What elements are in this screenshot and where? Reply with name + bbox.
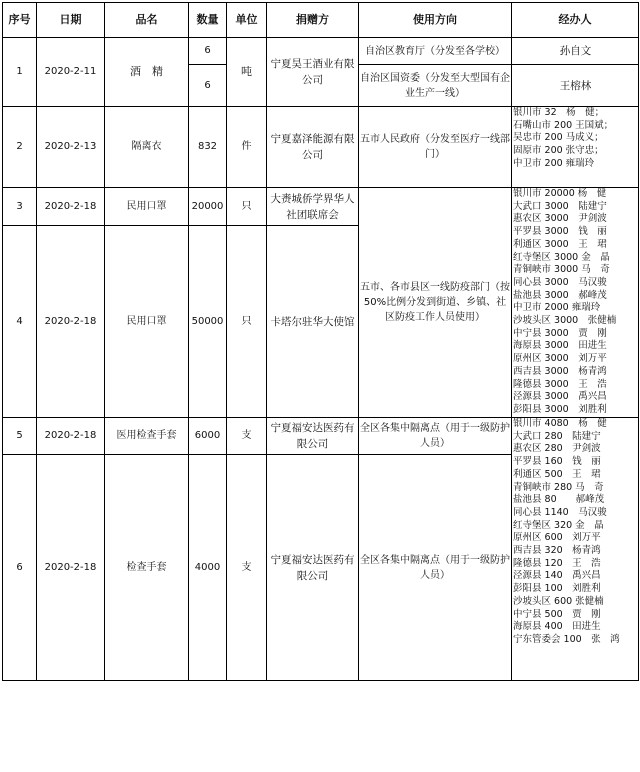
cell-item: 医用检查手套 (105, 418, 189, 455)
cell-item: 民用口罩 (105, 226, 189, 418)
manager-entry: 同心县 3000 马汉骏 (513, 276, 607, 288)
manager-entry: 泾源县 3000 禹兴昌 (513, 391, 607, 403)
cell-qty: 50000 (189, 226, 227, 418)
cell-unit: 只 (227, 226, 267, 418)
manager-entry: 红寺堡区 320 金 晶 (513, 519, 604, 531)
table-row (3, 107, 639, 188)
cell-direction: 自治区国资委（分发至大型国有企业生产一线） (359, 65, 512, 107)
cell-direction: 全区各集中隔离点（用于一级防护人员） (359, 455, 512, 681)
cell-qty: 20000 (189, 188, 227, 226)
manager-entry: 隆德县 120 王 浩 (513, 557, 601, 569)
manager-entry: 盐池县 3000 郝峰茂 (513, 289, 607, 301)
cell-unit: 件 (227, 107, 267, 188)
header-no: 序号 (3, 3, 37, 38)
cell-direction: 自治区教育厅（分发至各学校） (359, 38, 512, 65)
header-manager: 经办人 (512, 3, 639, 38)
cell-qty: 4000 (189, 455, 227, 681)
cell-date: 2020-2-18 (37, 226, 105, 418)
cell-donor: 宁夏福安达医药有限公司 (267, 455, 359, 681)
cell-no: 5 (3, 418, 37, 455)
cell-manager: 孙自文 (512, 38, 639, 65)
donation-table (2, 2, 639, 681)
cell-donor: 大赉城侨学界华人社团联席会 (267, 188, 359, 226)
manager-entry: 中宁县 500 贾 刚 (513, 608, 601, 620)
manager-entry: 大武口 280 陆建宁 (513, 430, 601, 442)
manager-entry: 平罗县 160 钱 丽 (513, 456, 601, 468)
cell-no: 4 (3, 226, 37, 418)
table-row (3, 418, 639, 455)
manager-entry: 宁东管委会 100 张 鸿 (513, 633, 620, 645)
manager-entry: 中宁县 3000 贾 刚 (513, 327, 607, 339)
cell-unit: 吨 (227, 38, 267, 107)
manager-entry: 同心县 1140 马汉骏 (513, 506, 607, 518)
manager-entry: 海原县 400 田进生 (513, 621, 601, 633)
header-date: 日期 (37, 3, 105, 38)
cell-unit: 只 (227, 188, 267, 226)
manager-entry: 原州区 3000 刘万平 (513, 353, 607, 365)
cell-donor: 卡塔尔驻华大使馆 (267, 226, 359, 418)
manager-entry: 海原县 3000 田进生 (513, 340, 607, 352)
cell-donor: 宁夏昊王酒业有限公司 (267, 38, 359, 107)
header-unit: 单位 (227, 3, 267, 38)
manager-entry: 银川市 32 杨 健； (513, 107, 605, 118)
manager-entry: 沙坡头区 600 张健楠 (513, 595, 604, 607)
cell-no: 6 (3, 455, 37, 681)
cell-date: 2020-2-11 (37, 38, 105, 107)
manager-entry: 彭阳县 3000 刘胜利 (513, 403, 607, 415)
manager-entry: 隆德县 3000 王 浩 (513, 378, 607, 390)
manager-entry: 青铜峡市 3000 马 奇 (513, 264, 610, 276)
manager-entry: 惠农区 280 尹剑波 (513, 443, 601, 455)
manager-entry: 盐池县 80 郝峰茂 (513, 494, 605, 506)
header-direction: 使用方向 (359, 3, 512, 38)
cell-direction: 全区各集中隔离点（用于一级防护人员） (359, 418, 512, 455)
table-row (3, 38, 639, 65)
manager-entry: 西吉县 3000 杨青鸿 (513, 365, 607, 377)
manager-entry: 原州区 600 刘万平 (513, 532, 601, 544)
manager-entry: 平罗县 3000 钱 丽 (513, 226, 607, 238)
cell-date: 2020-2-18 (37, 418, 105, 455)
cell-item: 检查手套 (105, 455, 189, 681)
cell-unit: 支 (227, 418, 267, 455)
manager-entry: 利通区 3000 王 珺 (513, 238, 607, 250)
cell-item: 酒 精 (105, 38, 189, 107)
manager-entry: 大武口 3000 陆建宁 (513, 200, 607, 212)
cell-no: 1 (3, 38, 37, 107)
cell-direction-masks: 五市、各市县区一线防疫部门（按 50%比例分发到街道、乡镇、社区防疫工作人员使用） (359, 188, 512, 418)
header-donor: 捐赠方 (267, 3, 359, 38)
cell-direction: 五市人民政府（分发至医疗一线部门） (359, 107, 512, 188)
manager-entry: 吴忠市 200 马成义； (513, 132, 604, 144)
header-qty: 数量 (189, 3, 227, 38)
manager-entry: 银川市 4080 杨 健 (513, 418, 607, 429)
manager-entry: 利通区 500 王 珺 (513, 468, 601, 480)
table-row (3, 188, 639, 226)
cell-manager: 王榕林 (512, 65, 639, 107)
cell-manager-list-masks (512, 188, 639, 418)
manager-entry: 固原市 200 张守忠； (513, 145, 604, 157)
cell-donor: 宁夏嘉泽能源有限公司 (267, 107, 359, 188)
cell-manager-list (512, 107, 639, 188)
manager-entry: 青铜峡市 280 马 奇 (513, 481, 604, 493)
cell-date: 2020-2-13 (37, 107, 105, 188)
cell-date: 2020-2-18 (37, 188, 105, 226)
cell-date: 2020-2-18 (37, 455, 105, 681)
manager-entry: 西吉县 320 杨青鸿 (513, 545, 601, 557)
cell-item: 隔离衣 (105, 107, 189, 188)
manager-entry: 沙坡头区 3000 张健楠 (513, 315, 617, 327)
cell-qty: 6000 (189, 418, 227, 455)
manager-entry: 中卫市 200 雍瑞玲 (513, 157, 595, 169)
cell-qty: 6 (189, 38, 227, 65)
cell-donor: 宁夏福安达医药有限公司 (267, 418, 359, 455)
manager-entry: 石嘴山市 200 王国斌； (513, 119, 614, 131)
cell-unit: 支 (227, 455, 267, 681)
manager-entry: 银川市 20000 杨 健 (513, 188, 607, 199)
cell-qty: 6 (189, 65, 227, 107)
manager-entry: 惠农区 3000 尹剑波 (513, 213, 607, 225)
manager-entry: 彭阳县 100 刘胜利 (513, 583, 601, 595)
header-row (3, 3, 639, 38)
cell-item: 民用口罩 (105, 188, 189, 226)
cell-no: 3 (3, 188, 37, 226)
manager-entry: 中卫市 2000 雍瑞玲 (513, 302, 601, 314)
manager-entry: 泾源县 140 禹兴昌 (513, 570, 601, 582)
cell-qty: 832 (189, 107, 227, 188)
header-item: 品名 (105, 3, 189, 38)
cell-no: 2 (3, 107, 37, 188)
cell-manager-list-gloves (512, 418, 639, 681)
manager-entry: 红寺堡区 3000 金 晶 (513, 251, 610, 263)
